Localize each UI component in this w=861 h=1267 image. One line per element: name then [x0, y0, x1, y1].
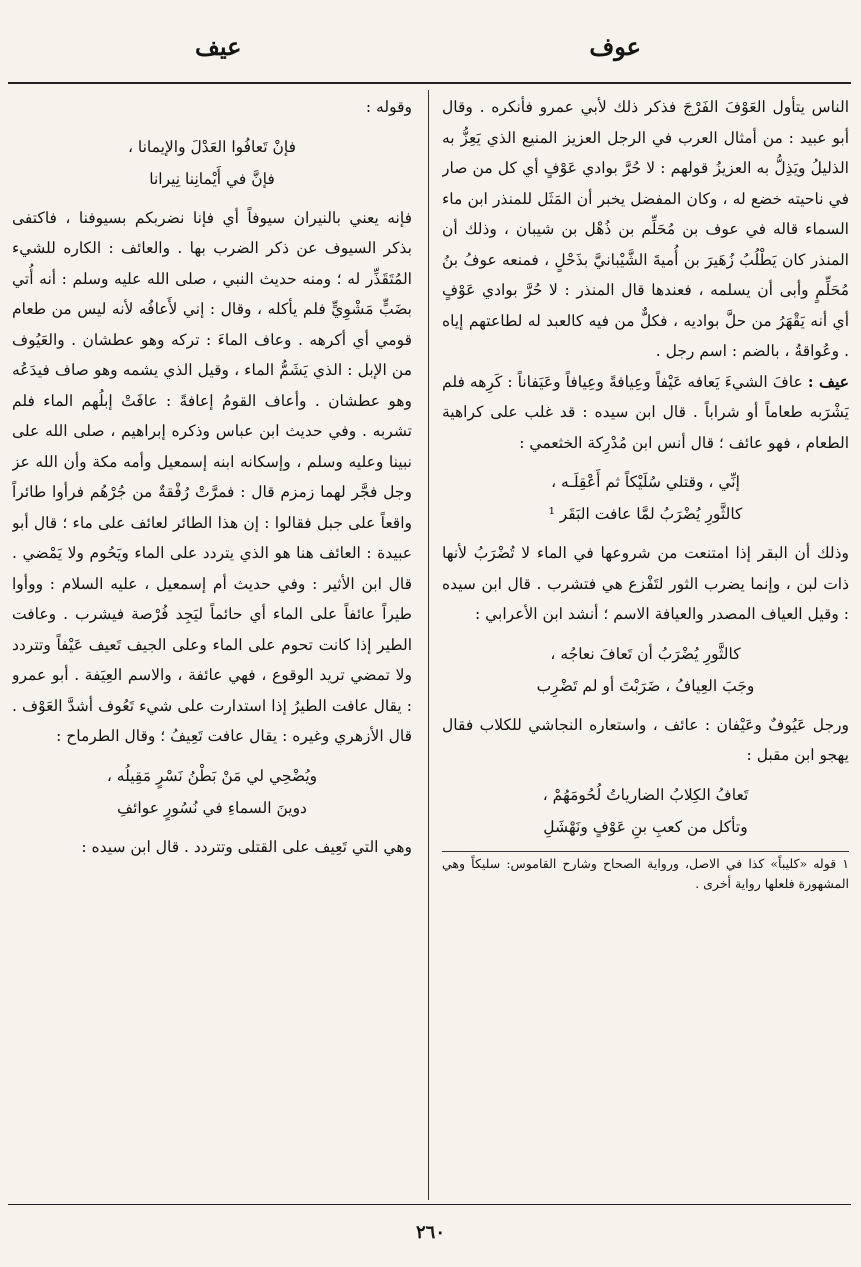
header-headword-left: عيف: [195, 32, 242, 61]
footnote: ١ قوله «كليباً» كذا في الاصل، ورواية الصحاح وشارح القاموس: سليكاً وهي المشهورة فلعلها رواية أخرى .: [442, 855, 849, 891]
verse-line: فإنَّ في أَيْمانِنا نِيرانا: [149, 169, 275, 188]
verse-line: وتأكل من كعبِ بنِ عَوْفٍ ونَهْشَلِ: [543, 817, 748, 836]
page-header: [0, 32, 861, 72]
header-headword-right: عوف: [589, 32, 641, 61]
entry-text: عافَ الشيءَ يَعافه عَيْفاً وعِيافةً وعِيافاً وعَيَفاناً : كَرِهه فلم يَشْرَبه طعاماً أو شراباً . قال ابن سيده : قد غلب على كراهية الطعام ، فهو عائف ؛ قال أنس ابن مُدْرِكة الخثعمي :: [442, 372, 849, 452]
left-column-intro: وقوله :: [365, 98, 412, 116]
left-column-paragraph: وهي التي تَعِيف على القتلى وتتردد . قال ابن سيده :: [81, 837, 412, 856]
verse-line: ويُضْحِي لي مَنْ بَطْنُ نَسْرٍ مَقِيلُه ،: [106, 766, 318, 785]
verse-line: دوينَ السماءِ في نُسُورٍ عوائفِ: [117, 798, 307, 817]
verse-line: كالثَّورِ يُضْرَبُ أن تَعافَ نعاجُه ،: [550, 644, 741, 663]
left-column: [12, 92, 412, 1198]
entry-paragraph: [442, 367, 849, 459]
right-column: [442, 92, 849, 1198]
right-column-paragraph: ورجل عَيُوفٌ وعَيْفان : عائف ، واستعاره النجاشي للكلاب فقال يهجو ابن مقبل :: [442, 715, 849, 764]
verse-block: [442, 779, 849, 843]
page-number: ٢٦٠: [415, 1222, 445, 1243]
verse-block: [442, 638, 849, 702]
verse-line: فإنْ تَعافُوا العَدْلَ والإيمانا ،: [127, 137, 297, 156]
entry-headword: عيف :: [807, 371, 849, 391]
verse-line: إنِّي ، وقتلي سُلَيْكاً ثم أَعْقِلَـه ،: [551, 473, 740, 491]
footnote-rule: [442, 851, 849, 852]
verse-block: [12, 760, 412, 824]
verse-block: [442, 466, 849, 530]
footer-rule: [8, 1204, 851, 1205]
right-column-paragraph: الناس يتأول العَوْفَ الفَرْجَ فذكر ذلك لأبي عمرو فأنكره . وقال أبو عبيد : من أمثال العرب في الرجل العزيز المنيع الذي يَعِزُّ به الذليلُ ويَذِلُّ به العزيزُ قولهم : لا حُرَّ بوادي عَوْفٍ أي كل من صار في ناحيته خضع له ، وكان المفضل يخبر أن المَثَل للمنذر ابن ماء السماء قاله في عوف بن مُحَلِّم بن ذُهْل بن شيبان ، وذلك أن المنذر كان يَطْلُبُ زُهَيرَ بن أُميةَ الشَّيْبانيَّ بذَحْلٍ ، فمنعه عوفُ بنُ مُحَلِّمٍ وأبى أن يسلمه ، فعندها قال المنذر : لا حُرَّ بوادي عَوْفٍ أي أنه يَقْهَرُ من حلَّ بواديه ، فكلٌّ من فيه كالعبد له لطاعتهم إياه . وعُواقةُ ، بالضم : اسم رجل .: [442, 98, 849, 360]
verse-line: وجَبَ العِيافُ ، ضَرَبْتَ أو لم تَضْرِب: [536, 676, 755, 695]
verse-line: كالثَّورِ يُضْرَبُ لمَّا عافت البَقَر ¹: [548, 505, 743, 523]
column-divider: [428, 90, 429, 1200]
header-rule: [8, 82, 851, 84]
right-column-paragraph: وذلك أن البقر إذا امتنعت من شروعها في الماء لا تُضْرَبُ لأنها ذات لبن ، وإنما يضرب الثور لتَفْزع هي فتشرب . قال ابن سيده : وقيل العياف المصدر والعيافة الاسم ؛ أنشد ابن الأعرابي :: [442, 544, 849, 623]
left-column-paragraph: فإنه يعني بالنيران سيوفاً أي فإنا نضربكم بسيوفنا ، فاكتفى بذكر السيوف عن ذكر الضرب بها . والعائف : الكاره للشيء المُتَقَذِّر له ؛ ومنه حديث النبي ، صلى الله عليه وسلم : أنه أُتي بضَبٍّ مَشْوِيٍّ فلم يأكله ، وقال : إني لأَعافُه لأنه ليس من طعام قومي أي أكرهه . وعاف الماءَ : تركه وهو عطشان . والعَيُوف من الإبل : الذي يَشَمُّ الماء ، وقيل الذي يشمه وهو صاف فيدَعُه وهو عطشان . وأعاف القومُ إعافةً : عافَتْ إبلُهم الماء فلم تشربه . وفي حديث ابن عباس وذكره إبراهيم ، صلى الله على نبينا وعليه وسلم ، وإسكانه ابنه إسمعيل وأمه مكة وأن الله عز وجل فجَّر لهما زمزم قال : فمرَّتْ رُفْقةٌ من جُرْهُم فرأوا طائراً واقعاً على جبل فقالوا : إن هذا الطائر لعائف على ماء ؛ قال أبو عبيدة : العائف هنا هو الذي يتردد على الماء ويَحُوم ولا يَمْضي . قال ابن الأثير : وفي حديث أم إسمعيل ، عليه السلام : ووأوا طيراً عائفاً على الماء أي حائماً ليَجِد فُرْصة فيشرب . وعافت الطير إذا كانت تحوم على الماء وعلى الجيف تَعيف عَيْفاً وتتردد ولا تمضي تريد الوقوع ، فهي عائفة ، والاسم العِيَفة . أبو عمرو : يقال عافت الطيرُ إذا استدارت على شيء تَعُوف أشدَّ العَوْف . قال الأزهري وغيره : يقال عافت تَعِيفُ ؛ وقال الطرماح :: [12, 208, 412, 745]
verse-line: تَعافُ الكِلابُ الضارياتُ لُحُومَهُمْ ،: [542, 785, 749, 804]
verse-block: [12, 131, 412, 195]
